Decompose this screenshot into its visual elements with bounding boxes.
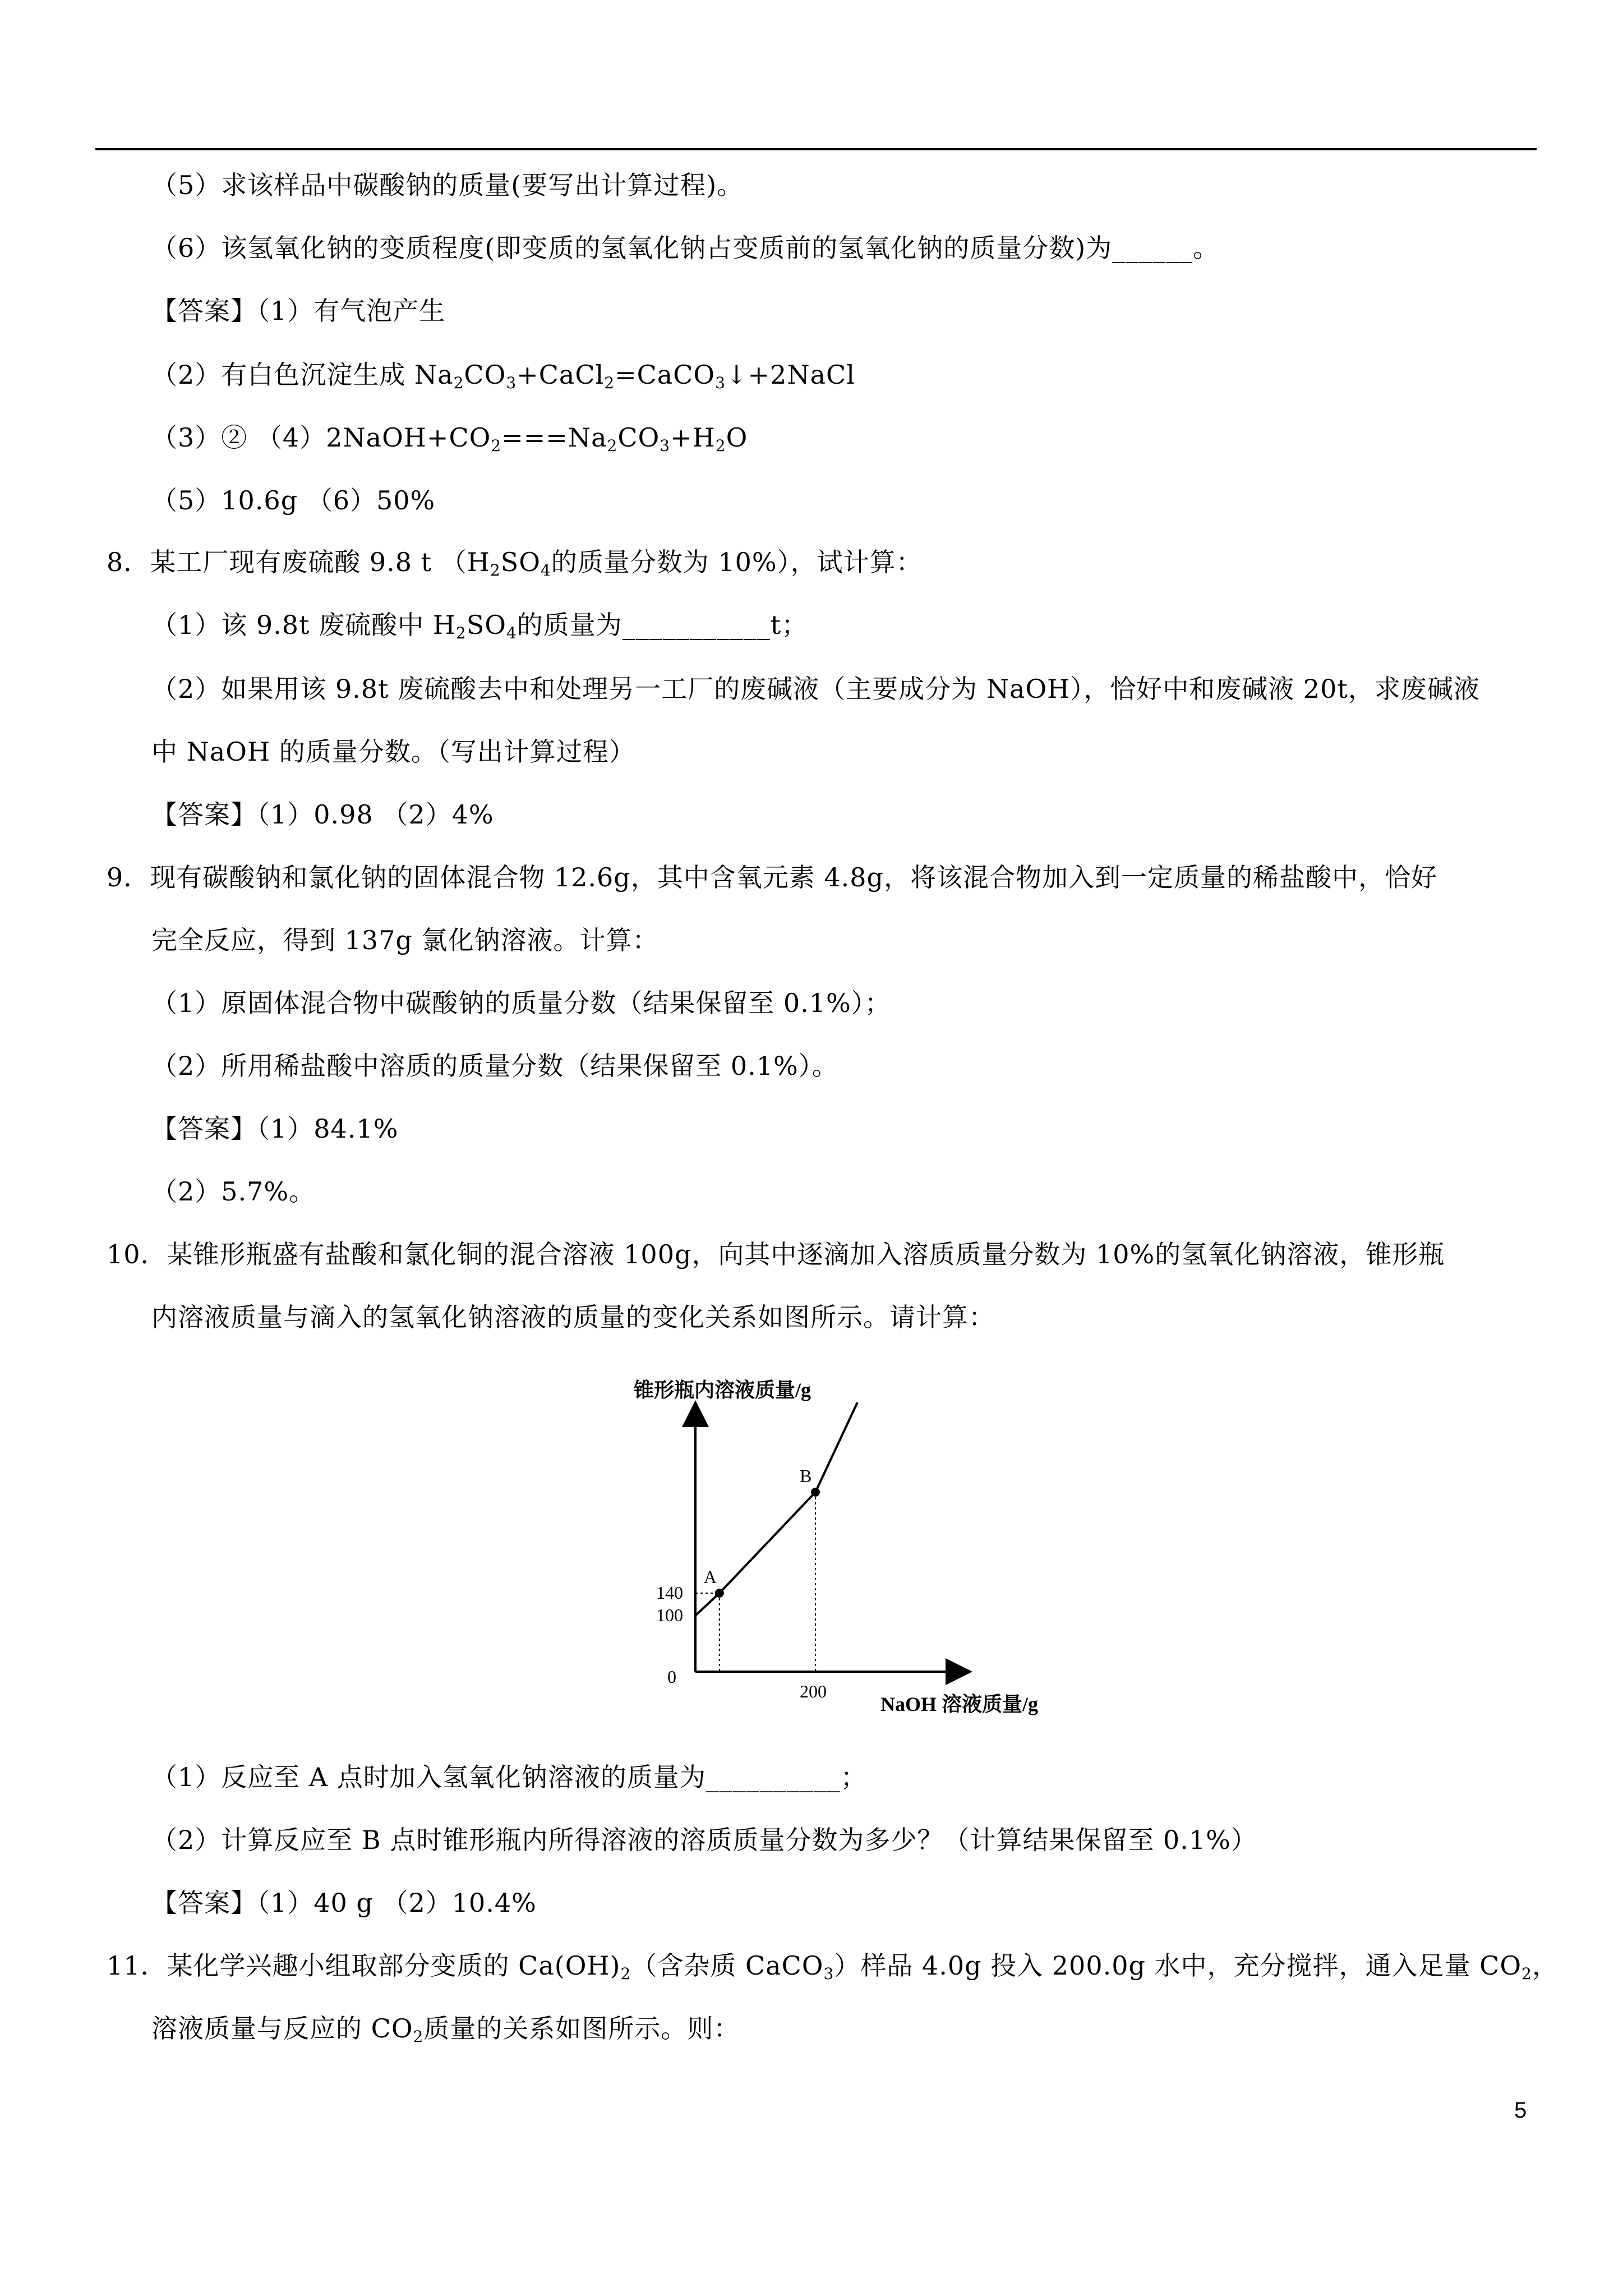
q11-stem-cont: 溶液质量与反应的 $CO_2$质量的关系如图所示。则： <box>151 2013 740 2046</box>
header-rule <box>95 148 1537 150</box>
line-segment-3 <box>815 1402 857 1492</box>
q8-stem: 8．某工厂现有废硫酸 9.8 t （$H_2SO_4$的质量分数为 10%），试计算： <box>107 547 923 579</box>
q7-answer-1: 【答案】（1）有气泡产生 <box>151 296 446 326</box>
line-segment-1 <box>695 1593 720 1616</box>
q9-part2: （2）所用稀盐酸中溶质的质量分数（结果保留至 0.1%）。 <box>151 1051 838 1081</box>
x-axis-label: NaOH 溶液质量/g <box>880 1693 1039 1715</box>
page-number: 5 <box>1514 2098 1527 2123</box>
q10-part2: （2）计算反应至 B 点时锥形瓶内所得溶液的溶质质量分数为多少？（计算结果保留至 0.1%） <box>151 1825 1257 1855</box>
point-label-A: A <box>703 1567 717 1587</box>
q9-answer-1: 【答案】（1）84.1% <box>151 1114 399 1144</box>
q7-part5: （5）求该样品中碳酸钠的质量(要写出计算过程)。 <box>151 170 744 200</box>
q8-part2: （2）如果用该 9.8t 废硫酸去中和处理另一工厂的废碱液（主要成分为 NaOH），恰好中和废碱液 20t，求废碱液 <box>151 674 1480 704</box>
q8-answer: 【答案】（1）0.98 （2）4% <box>151 799 494 830</box>
point-A <box>715 1589 724 1598</box>
q9-stem-cont: 完全反应，得到 137g 氯化钠溶液。计算： <box>151 925 659 955</box>
y-tick-140: 140 <box>656 1582 683 1603</box>
q10-chart <box>634 1369 1060 1739</box>
q10-answer: 【答案】（1）40 g （2）10.4% <box>151 1888 537 1918</box>
point-label-B: B <box>800 1466 812 1486</box>
y-axis-label: 锥形瓶内溶液质量/g <box>634 1379 811 1401</box>
q10-part1: （1）反应至 A 点时加入氢氧化钠溶液的质量为__________； <box>151 1762 867 1792</box>
q7-part6: （6）该氢氧化钠的变质程度(即变质的氢氧化钠占变质前的氢氧化钠的质量分数)为______。 <box>151 233 1220 263</box>
q7-answer-3-4: （3）② $(4)2NaOH+CO_2===Na_2CO_3+H_2O$ <box>151 422 748 455</box>
q9-part1: （1）原固体混合物中碳酸钠的质量分数（结果保留至 0.1%）； <box>151 988 891 1018</box>
q7-answer-5-6: （5）10.6g （6）50% <box>151 485 436 516</box>
x-tick-200: 200 <box>800 1681 827 1701</box>
q7-answer-2: （2）有白色沉淀生成 $Na_2CO_3+CaCl_2=CaCO_3↓+2NaCl$ <box>151 360 855 392</box>
q8-part1: （1）该 9.8t 废硫酸中 $H_2SO_4$的质量为___________t； <box>151 610 808 642</box>
q9-answer-2: （2）5.7%。 <box>151 1176 316 1207</box>
origin-label: 0 <box>667 1667 676 1687</box>
q9-stem: 9．现有碳酸钠和氯化钠的固体混合物 12.6g，其中含氧元素 4.8g，将该混合物加入到一定质量的稀盐酸中，恰好 <box>107 862 1437 892</box>
line-segment-2 <box>720 1492 815 1593</box>
q10-stem-cont: 内溶液质量与滴入的氢氧化钠溶液的质量的变化关系如图所示。请计算： <box>151 1302 995 1332</box>
q10-stem: 10．某锥形瓶盛有盐酸和氯化铜的混合溶液 100g，向其中逐滴加入溶质质量分数为 10%的氢氧化钠溶液，锥形瓶 <box>107 1239 1445 1269</box>
q8-part2-cont: 中 NaOH 的质量分数。（写出计算过程） <box>151 737 635 767</box>
y-tick-100: 100 <box>656 1605 683 1625</box>
point-B <box>811 1488 820 1497</box>
q11-stem: 11．某化学兴趣小组取部分变质的 $Ca(OH)_2$（含杂质 CaCO$_3$）样品 4.0g 投入 200.0g 水中，充分搅拌，通入足量 $CO_2$， <box>107 1950 1559 1983</box>
